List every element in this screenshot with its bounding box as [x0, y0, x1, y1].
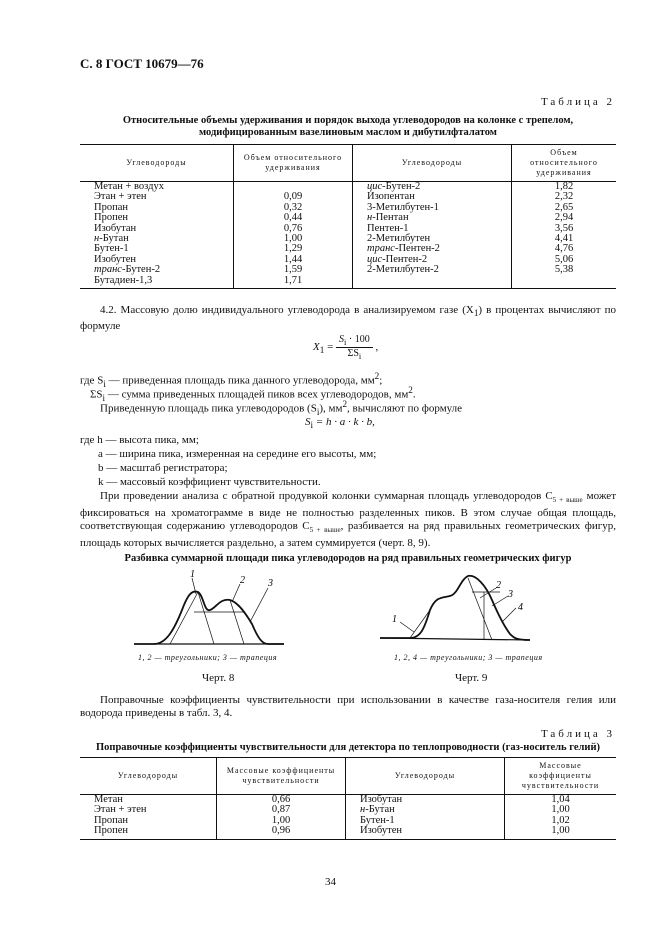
- p-back-3: , разбивается на ряд правильных геометрических фигур, площадь которых вычисляется раздельно, а затем суммируется (черт. 8, 9).: [80, 520, 617, 550]
- name-prefix: н-: [360, 804, 369, 816]
- value-cell: 1,00: [234, 234, 353, 244]
- where2-sub: i: [102, 392, 106, 403]
- p-reduced: Приведенную площадь пика углеводородов (S: [100, 402, 317, 415]
- hydrocarbon-cell: н-Бутан: [346, 805, 505, 815]
- value-cell: 1,71: [234, 276, 353, 289]
- value-cell: 1,00: [505, 805, 617, 815]
- page-number: 34: [325, 876, 336, 888]
- value-cell: 1,29: [234, 244, 353, 254]
- table3-header-k-left: [217, 758, 346, 795]
- fig8-caption: 1, 2 — треугольники; 3 — трапеция: [138, 653, 278, 662]
- header-k-line2: чувствительности: [242, 776, 320, 785]
- fig9-caption: 1, 2, 4 — треугольники; 3 — трапеция: [394, 653, 543, 662]
- table3: [80, 757, 616, 840]
- fig9-leader: [400, 622, 414, 632]
- value-cell: 0,76: [234, 224, 353, 234]
- p-reduced-end: ), мм: [319, 402, 343, 415]
- p42-text: 4.2. Массовую долю индивидуального углеводорода в анализируемом газе (X: [100, 304, 474, 316]
- fig8-leader: [232, 584, 240, 602]
- paragraph-coefficients: Поправочные коэффициенты чувствительности при использовании в качестве газа-носителя гелия или водорода приведены в табл. 3, 4.: [80, 694, 616, 719]
- hydrocarbon-cell: Этан + этен: [94, 804, 147, 816]
- formula-si: [305, 416, 375, 430]
- fig9-label: Черт. 9: [455, 672, 488, 684]
- f1-lhs-sub: 1: [319, 345, 325, 356]
- hydrocarbon-cell: Бутен-1: [94, 243, 129, 255]
- value-cell: 5,38: [512, 265, 617, 275]
- def-a: a — ширина пика, измеренная на середине его высоты, мм;: [98, 448, 377, 460]
- sq3: 2: [342, 399, 348, 409]
- p-reduced-end2: , вычисляют по формуле: [347, 402, 463, 415]
- value-cell: 1,00: [217, 816, 346, 826]
- hydrocarbon-cell: транс-Бутен-2: [94, 264, 161, 276]
- fig8-line: [230, 600, 244, 644]
- value-cell: 0,96: [217, 826, 346, 839]
- table-row: [80, 276, 616, 289]
- fig8-number-3: 3: [268, 578, 273, 589]
- hydrocarbon-cell: транс-Пентен-2: [353, 244, 512, 254]
- p-reduced-sub: i: [316, 406, 320, 417]
- hydrocarbon-cell: Изобутан: [346, 795, 505, 806]
- hydrocarbon-cell: Пентен-1: [353, 224, 512, 234]
- value-cell: 0,66: [217, 795, 346, 806]
- hydrocarbon-cell: Метан + воздух: [94, 181, 164, 192]
- fig9-number-2: 2: [496, 580, 501, 591]
- p-back-1: При проведении анализа с обратной продувкой колонки суммарная площадь углеводородов C: [100, 490, 553, 502]
- header-k-line1: Массовые коэффициенты: [226, 766, 336, 775]
- hydrocarbon-cell: Изопентан: [353, 192, 512, 202]
- fig9-number-1: 1: [392, 614, 397, 625]
- value-cell: 1,04: [505, 795, 617, 806]
- table2-title-line2: модифицированным вазелиновым маслом и дибутилфталатом: [199, 127, 497, 138]
- hydrocarbon-cell: Пропен: [80, 826, 217, 839]
- paragraph-4-2: [80, 304, 616, 333]
- hydrocarbon-cell: Изобутан: [94, 222, 137, 234]
- f1-denominator: [336, 348, 373, 361]
- fig8-number-1: 1: [190, 569, 195, 580]
- fig9-leader: [480, 588, 496, 598]
- f1-num: S: [339, 334, 345, 345]
- table2-header-vol-left: [234, 145, 353, 182]
- fig9-baseline: [380, 638, 530, 640]
- value-cell: 1,82: [512, 182, 617, 193]
- fig8-label: Черт. 8: [202, 672, 235, 684]
- hydrocarbon-cell: н-Бутан: [94, 233, 129, 245]
- fig9-peak-curve: [380, 576, 530, 640]
- table3-header-hc-right: Углеводороды: [346, 758, 505, 795]
- p42-end: ) в процентах вычисляют по формуле: [80, 304, 616, 333]
- hydrocarbon-cell: Пропан: [94, 814, 128, 826]
- hydrocarbon-cell: Изобутен: [94, 253, 136, 265]
- name-prefix: цис-: [367, 181, 386, 192]
- table3-label: Таблица 3: [540, 728, 615, 740]
- fig9-number-3: 3: [508, 589, 513, 600]
- def-h: где h — высота пика, мм;: [80, 434, 199, 446]
- page-header: С. 8 ГОСТ 10679—76: [80, 56, 204, 71]
- value-cell: 1,02: [505, 816, 617, 826]
- value-cell: 5,06: [512, 255, 617, 265]
- f2-lhs: S: [305, 416, 311, 428]
- hydrocarbon-cell: Бутен-1: [346, 816, 505, 826]
- f1-num-sub: i: [344, 338, 347, 347]
- table-row: [80, 192, 616, 202]
- value-cell: 1,59: [234, 265, 353, 275]
- where2: ΣS: [90, 388, 103, 401]
- p42-sub: 1: [473, 308, 479, 319]
- f2-lhs-sub: i: [310, 420, 314, 431]
- header-k-line1: Массовые коэффициенты: [529, 761, 592, 780]
- table3-header-k-right: [505, 758, 617, 795]
- table3-header-hc-left: Углеводороды: [80, 758, 217, 795]
- value-cell: 0,32: [234, 203, 353, 213]
- fig8-line: [198, 592, 214, 644]
- fig9-number-4: 4: [518, 602, 523, 613]
- value-cell: 3,56: [512, 224, 617, 234]
- table2-title-line1: Относительные объемы удерживания и порядок выхода углеводородов на колонке с трепелом,: [122, 115, 574, 126]
- value-cell: 2,94: [512, 213, 617, 223]
- fig9-leader: [492, 596, 508, 606]
- where-si: где $S_i$ — приведенная площадь пика данного углеводорода, $мм^2$;: [80, 371, 383, 389]
- where1: где S: [80, 374, 104, 387]
- value-cell: 0,09: [234, 192, 353, 202]
- fig9-leader: [502, 608, 516, 622]
- table-row: [80, 224, 616, 234]
- hydrocarbon-cell: Пропен: [94, 212, 128, 224]
- name-prefix: н-: [367, 212, 376, 224]
- name-prefix: транс-: [367, 243, 399, 255]
- value-cell: 2,65: [512, 203, 617, 213]
- header-vol-line1: Объем относительного: [243, 153, 343, 162]
- table2-title: [80, 115, 616, 139]
- f1-den: ΣS: [347, 348, 359, 359]
- table-row: [80, 265, 616, 275]
- table-row: [80, 255, 616, 265]
- hydrocarbon-cell: Пропан: [94, 201, 128, 213]
- name-prefix: н-: [94, 233, 103, 245]
- header-vol-line2: удерживания: [536, 168, 592, 177]
- fig8-number-2: 2: [240, 575, 245, 586]
- table-row: [80, 795, 616, 806]
- table2-header-vol-right: [512, 145, 617, 182]
- name-prefix: транс-: [94, 264, 126, 276]
- table2: [80, 144, 616, 289]
- figure-title: Разбивка суммарной площади пика углеводородов на ряд правильных геометрических фигур: [124, 553, 572, 564]
- hydrocarbon-cell: 3-Метилбутен-1: [353, 203, 512, 213]
- sq1: 2: [374, 371, 380, 381]
- value-cell: 4,41: [512, 234, 617, 244]
- hydrocarbon-cell: Изобутен: [346, 826, 505, 839]
- hydrocarbon-cell: н-Пентан: [353, 213, 512, 223]
- value-cell: 2,32: [512, 192, 617, 202]
- table-row: [80, 826, 616, 839]
- f2-rhs: = h · a · k · b,: [313, 416, 375, 428]
- fig8-peak-curve: [134, 592, 284, 644]
- def-k: k — массовый коэффициент чувствительности.: [98, 476, 321, 488]
- hydrocarbon-cell: [353, 276, 512, 289]
- formula-x1: $X_1$ = $\frac{S_i \cdot 100}{\Sigma S_i}$ ,: [313, 334, 379, 361]
- fig8-line: [170, 592, 198, 644]
- fig9-line: [468, 578, 492, 640]
- table2-header-hc-right: Углеводороды: [353, 145, 512, 182]
- value-cell: 4,76: [512, 244, 617, 254]
- def-b: b — масштаб регистратора;: [98, 462, 228, 474]
- table-row: [80, 182, 616, 193]
- figure-9: [380, 566, 570, 648]
- hydrocarbon-cell: 2-Метилбутен: [353, 234, 512, 244]
- f1-numerator: [336, 334, 373, 348]
- table-row: [80, 244, 616, 254]
- p-back-sub2: 5 + выше: [309, 526, 341, 535]
- hydrocarbon-cell: Метан: [94, 794, 123, 805]
- table-row: [80, 234, 616, 244]
- f1-num-rest: · 100: [346, 334, 370, 345]
- where1-text: — приведенная площадь пика данного углеводорода, мм: [105, 374, 375, 387]
- header-vol-line1: Объем относительного: [530, 148, 598, 167]
- p-back-2: может фиксироваться на хроматограмме в виде не полностью разделенных пиков. В этом случае общая площадь, соответствующая содержанию углеводородов C: [80, 490, 616, 533]
- table2-header-hc-left: Углеводороды: [80, 145, 234, 182]
- paragraph-backflush: [80, 490, 616, 550]
- figure-8: [134, 568, 334, 650]
- table2-label: Таблица 2: [540, 96, 615, 108]
- value-cell: 0,44: [234, 213, 353, 223]
- value-cell: 1,00: [505, 826, 617, 839]
- f1-lhs: X: [313, 341, 320, 354]
- hydrocarbon-cell: Бутадиен-1,3: [80, 276, 234, 289]
- header-vol-line2: удерживания: [265, 163, 321, 172]
- hydrocarbon-cell: цис-Пентен-2: [353, 255, 512, 265]
- f1-den-sub: i: [358, 352, 362, 361]
- where-sum-si: $\Sigma S_i$ — сумма приведенных площадей пиков всех углеводородов, $мм^2$.: [90, 385, 416, 403]
- f1-fraction: [336, 334, 373, 361]
- sq2: 2: [408, 385, 413, 395]
- header-k-line2: чувствительности: [521, 781, 600, 790]
- value-cell: [512, 276, 617, 289]
- where1-sub: i: [103, 378, 106, 389]
- fig8-leader: [250, 588, 268, 622]
- value-cell: 1,44: [234, 255, 353, 265]
- hydrocarbon-cell: Этан + этен: [94, 191, 147, 203]
- table-row: [80, 203, 616, 213]
- hydrocarbon-cell: 2-Метилбутен-2: [353, 265, 512, 275]
- table-row: [80, 805, 616, 815]
- hydrocarbon-cell: цис-Бутен-2: [353, 182, 512, 193]
- name-prefix: цис-: [367, 253, 386, 265]
- value-cell: 0,87: [217, 805, 346, 815]
- p-back-sub1: 5 + выше: [552, 496, 583, 505]
- where2-text: — сумма приведенных площадей пиков всех углеводородов, мм: [105, 388, 409, 401]
- table3-title: Поправочные коэффициенты чувствительности для детектора по теплопроводности (газ-носитель гелий): [96, 742, 600, 753]
- table-row: [80, 816, 616, 826]
- table-row: [80, 213, 616, 223]
